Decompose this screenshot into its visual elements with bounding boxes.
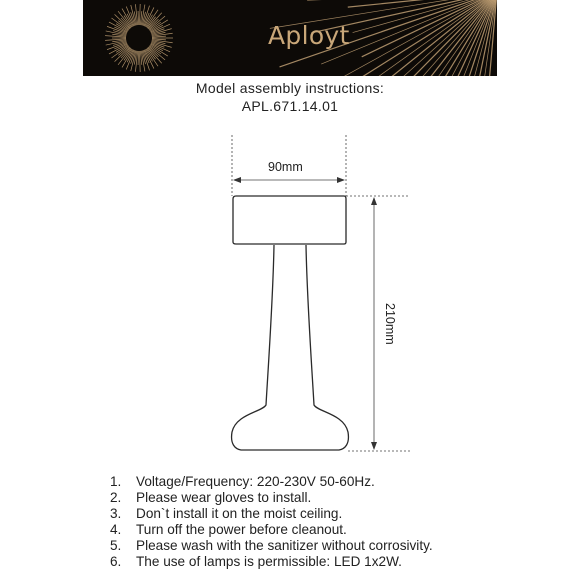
lamp-body [232,245,349,450]
instruction-text: The use of lamps is permissible: LED 1x2W. [136,554,402,570]
instruction-text: Please wear gloves to install. [136,490,312,506]
instruction-item [110,490,433,506]
instruction-text: Don`t install it on the moist ceiling. [136,506,343,522]
instruction-item [110,474,433,490]
instruction-item [110,506,433,522]
instruction-text: Please wash with the sanitizer without corrosivity. [136,538,433,554]
height-label: 210mm [383,303,397,345]
width-label: 90mm [268,160,303,174]
instruction-number: 3. [110,506,122,522]
instruction-item [110,522,433,538]
instruction-number: 1. [110,474,122,489]
instruction-number: 6. [110,554,122,570]
instructions-list [110,474,433,571]
instruction-text: Turn off the power before cleanout. [136,522,347,538]
lamp-shade [233,196,346,244]
instruction-text: Voltage/Frequency: 220-230V 50-60Hz. [136,474,375,489]
model-number: APL.671.14.01 [241,98,339,114]
arrow-right-icon [337,177,345,183]
arrow-left-icon [233,177,241,183]
brand-name: Aployt [268,21,350,50]
instruction-item [110,538,433,554]
instruction-item [110,554,433,570]
instruction-number: 4. [110,522,122,538]
page-title: Model assembly instructions: [195,80,385,96]
arrow-up-icon [371,197,377,205]
arrow-down-icon [371,442,377,450]
instruction-number: 5. [110,538,122,554]
instruction-number: 2. [110,490,122,506]
